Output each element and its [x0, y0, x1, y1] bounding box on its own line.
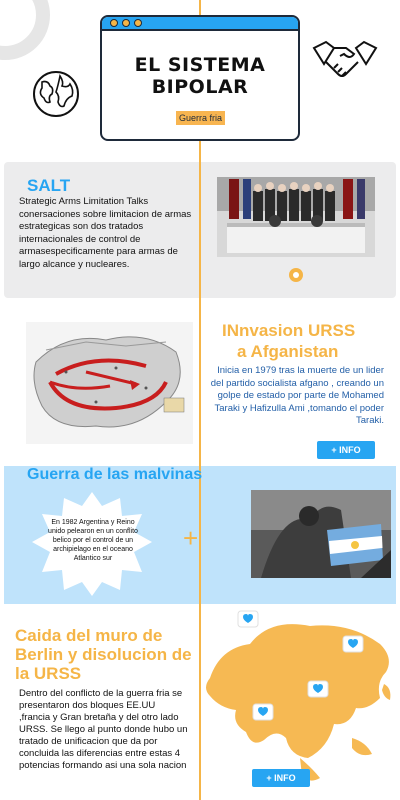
- salt-text: Strategic Arms Limitation Talks conersaciones sobre limitacion de armas estrategicas son dos tratados internacionales de control de armasespecificamente para armas de largo alcance y nucleares.: [19, 196, 192, 270]
- salt-signing-photo: [217, 177, 375, 257]
- plus-icon: +: [183, 523, 199, 553]
- heart-pin-icon: [343, 636, 363, 652]
- berlin-text: Dentro del conflicto de la guerra fria se presentaron dos bloques EE.UU ,francia y Gran bretaña y del otro lado URSS. Se llego al punto donde hubo un tratado de unificacion que da por concluida las diferencias entre estas 4 potencias formando asi una sola nacion: [19, 688, 188, 771]
- window-dot: [110, 19, 118, 27]
- page-title: [102, 54, 298, 98]
- title-line-1: EL SISTEMA: [134, 54, 266, 76]
- title-window: [100, 15, 300, 141]
- globe-icon: [30, 68, 82, 120]
- topic-tag: Guerra fria: [176, 111, 225, 125]
- window-dot: [122, 19, 130, 27]
- info-button-afganistan[interactable]: + INFO: [317, 441, 375, 459]
- window-dot: [134, 19, 142, 27]
- window-title-bar: [102, 17, 298, 31]
- heart-pin-icon: [308, 681, 328, 697]
- heart-pin-icon: [238, 611, 258, 627]
- heart-pin-icon: [253, 704, 273, 720]
- info-button-berlin[interactable]: + INFO: [252, 769, 310, 787]
- afganistan-title-line-2: a Afganistan: [237, 342, 339, 361]
- malvinas-title: Guerra de las malvinas: [27, 466, 203, 483]
- salt-title: SALT: [27, 176, 71, 195]
- afganistan-text: Inicia en 1979 tras la muerte de un lider del partido socialista afgano , creando un golpe de estado por parte de Mohamed Taraki y Hafizulla Ami ,tomando el poder Taraki.: [210, 365, 384, 426]
- berlin-title: Caida del muro de Berlin y disolucion de la URSS: [15, 626, 192, 683]
- afganistan-title: [222, 320, 392, 362]
- afganistan-invasion-map: [26, 322, 193, 444]
- malvinas-soldier-photo: [251, 490, 391, 578]
- title-line-2: BIPOLAR: [151, 76, 249, 98]
- expand-dot-button[interactable]: [289, 268, 303, 282]
- afganistan-title-line-1: INnvasion URSS: [222, 321, 356, 340]
- handshake-icon: [312, 38, 378, 86]
- malvinas-text: En 1982 Argentina y Reino unido pelearon en un conflito belico por el control de un archipielago en el oceano Atlantico sur: [48, 519, 138, 562]
- decorative-ring: [0, 0, 50, 60]
